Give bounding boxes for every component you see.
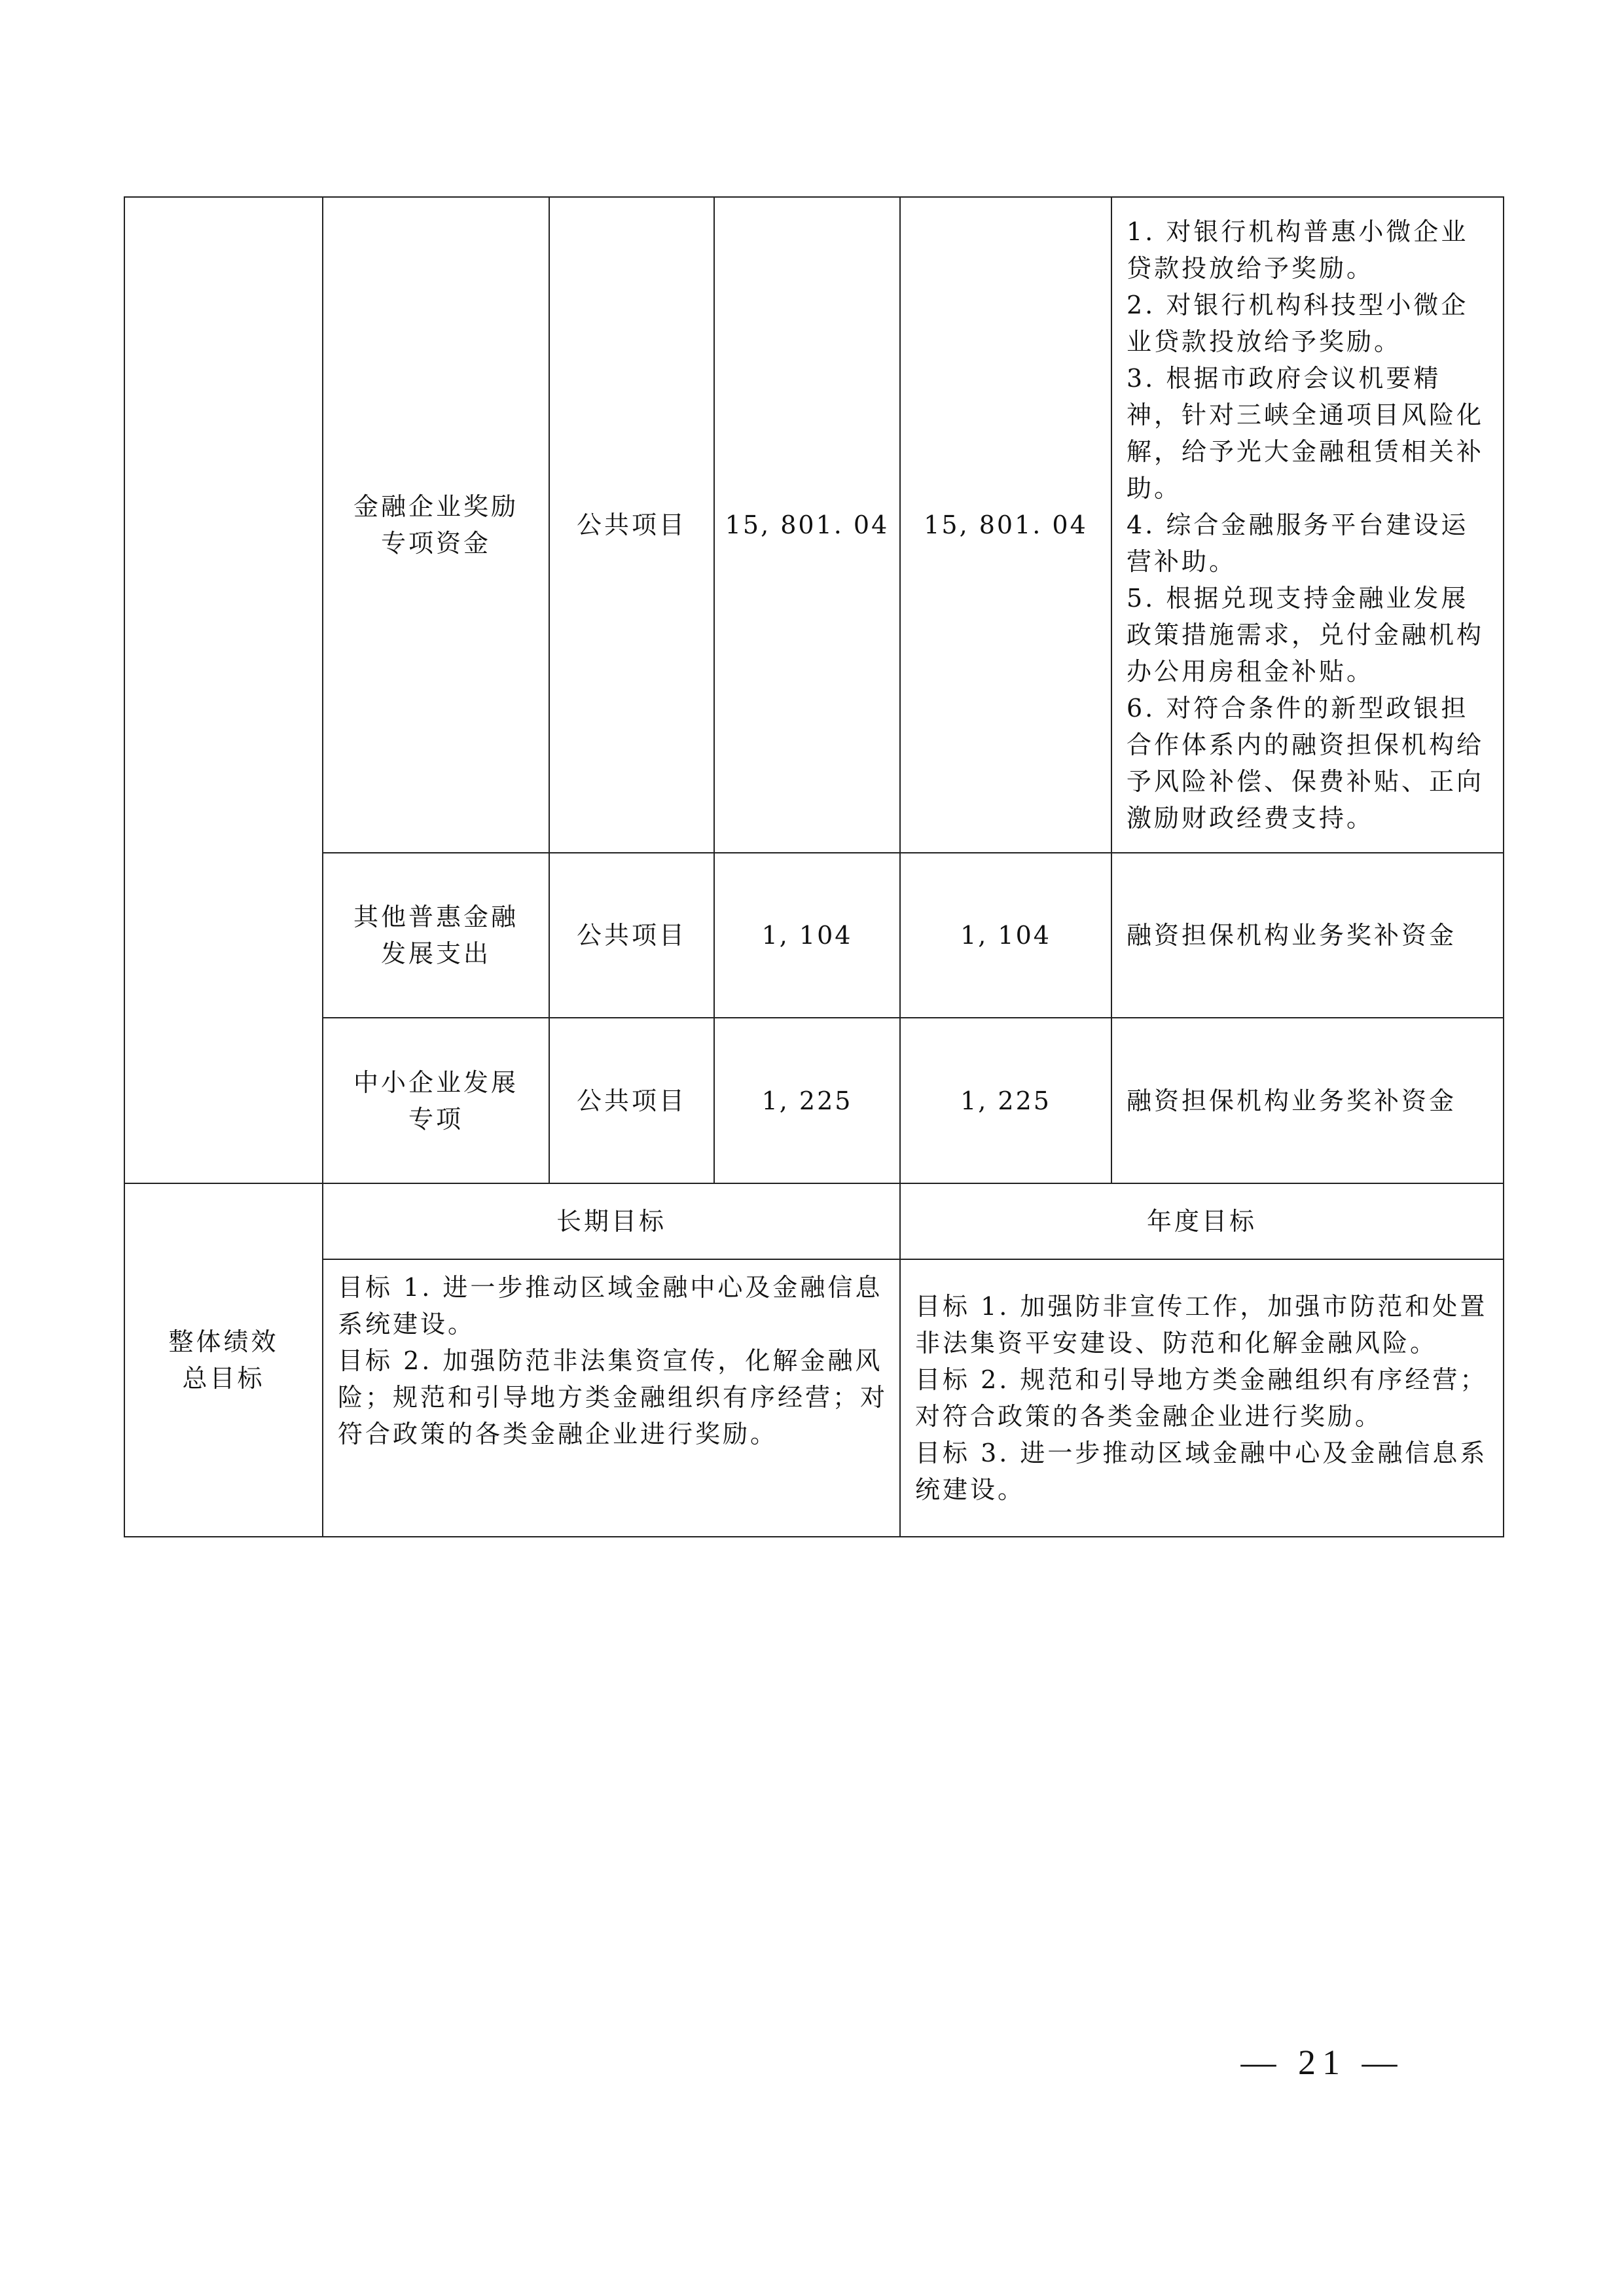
goal-header-row	[124, 1183, 1504, 1259]
amount-cell: 15, 801. 04	[900, 197, 1111, 853]
description-cell: 融资担保机构业务奖补资金	[1111, 1018, 1504, 1183]
long-term-goal-text: 目标 1. 进一步推动区域金融中心及金融信息系统建设。 目标 2. 加强防范非法集资宣传，化解金融风险；规范和引导地方类金融组织有序经营；对符合政策的各类金融企业进行奖励。	[323, 1259, 900, 1537]
project-type-cell: 公共项目	[549, 853, 714, 1018]
project-name-cell: 金融企业奖励 专项资金	[323, 197, 549, 853]
amount-cell: 1, 104	[900, 853, 1111, 1018]
annual-goal-text: 目标 1. 加强防非宣传工作，加强市防范和处置非法集资平安建设、防范和化解金融风险。 目标 2. 规范和引导地方类金融组织有序经营；对符合政策的各类金融企业进行奖励。 目标 3. 进一步推动区域金融中心及金融信息系统建设。	[900, 1259, 1504, 1537]
table-row	[124, 197, 1504, 853]
amount-cell: 1, 225	[900, 1018, 1111, 1183]
amount-cell: 1, 225	[714, 1018, 900, 1183]
amount-cell: 15, 801. 04	[714, 197, 900, 853]
project-name-cell: 中小企业发展 专项	[323, 1018, 549, 1183]
project-name-cell: 其他普惠金融 发展支出	[323, 853, 549, 1018]
long-term-goal-header: 长期目标	[323, 1183, 900, 1259]
page-number: — 21 —	[1240, 2043, 1404, 2082]
table-row	[124, 1018, 1504, 1183]
description-cell: 1. 对银行机构普惠小微企业贷款投放给予奖励。 2. 对银行机构科技型小微企业贷款投放给予奖励。 3. 根据市政府会议机要精神，针对三峡全通项目风险化解，给予光大金融租赁相关补助。 4. 综合金融服务平台建设运营补助。 5. 根据兑现支持金融业发展政策措施需求，兑付金融机构办公用房租金补贴。 6. 对符合条件的新型政银担合作体系内的融资担保机构给予风险补偿、保费补贴、正向激励财政经费支持。	[1111, 197, 1504, 853]
annual-goal-header: 年度目标	[900, 1183, 1504, 1259]
amount-cell: 1, 104	[714, 853, 900, 1018]
description-cell: 融资担保机构业务奖补资金	[1111, 853, 1504, 1018]
budget-table	[124, 196, 1504, 1537]
table-row	[124, 853, 1504, 1018]
goal-content-row	[124, 1259, 1504, 1537]
category-cell	[124, 197, 323, 1183]
project-type-cell: 公共项目	[549, 1018, 714, 1183]
project-type-cell: 公共项目	[549, 197, 714, 853]
goal-label-cell: 整体绩效 总目标	[124, 1183, 323, 1537]
